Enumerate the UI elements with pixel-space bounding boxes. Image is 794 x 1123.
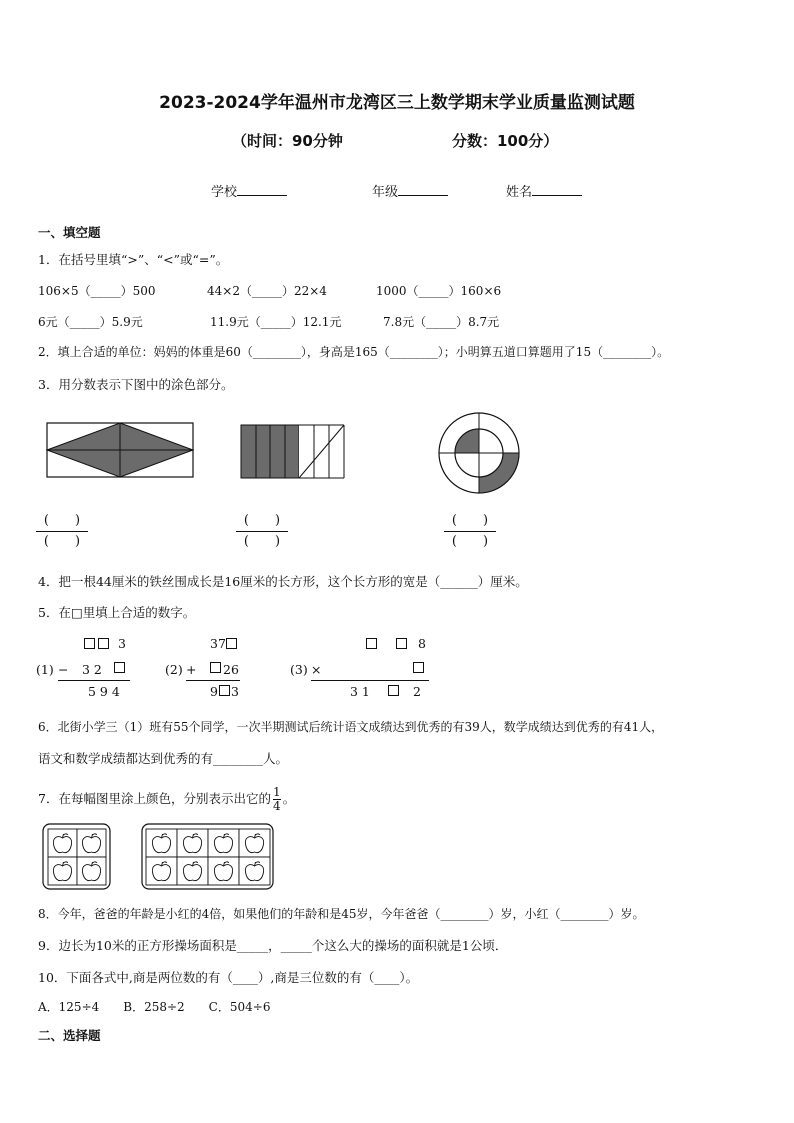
fraction-numerator-blank[interactable]: ( )	[243, 513, 281, 528]
q1-item[interactable]: 1000（_____）160×6	[376, 284, 502, 298]
digit-box[interactable]	[219, 685, 230, 696]
problem-label: (3)	[290, 662, 308, 677]
section-fill-blank: 一、填空题	[38, 225, 101, 240]
apple-cell[interactable]	[77, 829, 106, 857]
exam-score: 分数：100分）	[452, 132, 559, 150]
apple-cell[interactable]	[239, 829, 270, 857]
apple-icon	[53, 837, 71, 853]
grade-blank[interactable]	[398, 181, 448, 196]
digit: 5 9 4	[88, 684, 120, 699]
name-label: 姓名	[506, 185, 533, 200]
digit: 2	[413, 684, 421, 699]
digit: 26	[223, 662, 239, 677]
apple-cell[interactable]	[48, 857, 77, 885]
fraction-denominator-blank[interactable]: ( )	[243, 534, 281, 549]
q7-stem	[38, 786, 295, 813]
q1-stem: 1．在括号里填“>”、“<”或“=”。	[38, 252, 229, 267]
digit: 3	[118, 636, 126, 651]
problem-label: (1)	[36, 662, 54, 677]
digit: 37	[210, 636, 226, 651]
apple-icon	[183, 865, 201, 881]
sum-line	[58, 680, 130, 681]
q3-stem: 3．用分数表示下图中的涂色部分。	[38, 377, 234, 392]
digit: 9	[210, 684, 218, 699]
rhombus-rectangle-figure	[46, 422, 194, 478]
fraction-numerator-blank[interactable]: ( )	[451, 513, 489, 528]
apple-cell[interactable]	[146, 829, 177, 857]
name-field[interactable]	[506, 181, 582, 200]
fraction-one-quarter	[273, 786, 281, 813]
q1-item[interactable]: 7.8元（_____）8.7元	[383, 315, 500, 329]
apple-icon	[214, 837, 232, 853]
exam-time: （时间：90分钟	[232, 132, 343, 150]
apple-box-8[interactable]	[141, 823, 275, 891]
digit: 3 2	[82, 662, 102, 677]
fraction-numerator-blank[interactable]: ( )	[43, 513, 81, 528]
digit: 8	[418, 636, 426, 651]
q6-line2[interactable]: 语文和数学成绩都达到优秀的有________人。	[38, 751, 289, 766]
section-multiple-choice: 二、选择题	[38, 1028, 101, 1043]
apple-icon	[183, 837, 201, 853]
grade-label: 年级	[372, 185, 399, 200]
q7-stem-end: 。	[282, 791, 296, 806]
fraction-denominator-blank[interactable]: ( )	[43, 534, 81, 549]
apple-icon	[214, 865, 232, 881]
digit-box[interactable]	[98, 638, 109, 649]
apple-cell[interactable]	[177, 857, 208, 885]
striped-trapezoid-figure	[240, 424, 346, 480]
apple-icon	[53, 865, 71, 881]
apple-cell[interactable]	[177, 829, 208, 857]
times-sign: ×	[311, 662, 322, 677]
digit-box[interactable]	[413, 662, 424, 673]
apple-box-4[interactable]	[42, 823, 112, 891]
q1-item[interactable]: 106×5（_____）500	[38, 284, 156, 298]
grade-field[interactable]	[372, 181, 448, 200]
digit-box[interactable]	[396, 638, 407, 649]
digit: 3 1	[350, 684, 370, 699]
school-label: 学校	[211, 185, 238, 200]
apple-icon	[152, 837, 170, 853]
digit-box[interactable]	[210, 662, 221, 673]
apple-cell[interactable]	[208, 829, 239, 857]
digit-box[interactable]	[366, 638, 377, 649]
apple-cell[interactable]	[239, 857, 270, 885]
q7-stem-text: 7．在每幅图里涂上颜色，分别表示出它的	[38, 791, 271, 806]
q8-stem[interactable]: 8．今年，爸爸的年龄是小红的4倍，如果他们的年龄和是45岁，今年爸爸（________）岁，小红（________）岁。	[38, 907, 645, 921]
fraction-numerator: 1	[272, 785, 281, 799]
page-title: 2023-2024学年温州市龙湾区三上数学期末学业质量监测试题	[159, 93, 635, 113]
school-field[interactable]	[211, 181, 287, 200]
q9-stem[interactable]: 9．边长为10米的正方形操场面积是_____，_____个这么大的操场的面积就是1公顷．	[38, 938, 508, 953]
fraction-denominator-blank[interactable]: ( )	[451, 534, 489, 549]
apple-icon	[245, 865, 263, 881]
apple-cell[interactable]	[208, 857, 239, 885]
apple-icon	[82, 865, 100, 881]
ring-circle-figure	[437, 412, 521, 494]
digit-box[interactable]	[388, 685, 399, 696]
q1-item[interactable]: 11.9元（_____）12.1元	[210, 315, 342, 329]
fraction-bar	[236, 531, 288, 532]
apple-icon	[245, 837, 263, 853]
q6-line1: 6．北街小学三（1）班有55个同学，一次半期测试后统计语文成绩达到优秀的有39人，数学成绩达到优秀的有41人，	[38, 720, 664, 734]
apple-cell[interactable]	[48, 829, 77, 857]
apple-icon	[82, 837, 100, 853]
fraction-denominator: 4	[272, 799, 281, 813]
q10-stem[interactable]: 10．下面各式中,商是两位数的有（____）,商是三位数的有（____）。	[38, 970, 419, 985]
problem-label: (2)	[165, 662, 183, 677]
q1-item[interactable]: 6元（_____）5.9元	[38, 315, 143, 329]
apple-icon	[152, 865, 170, 881]
digit-box[interactable]	[226, 638, 237, 649]
q4-stem[interactable]: 4．把一根44厘米的铁丝围成长是16厘米的长方形，这个长方形的宽是（______）厘米。	[38, 574, 528, 589]
digit-box[interactable]	[84, 638, 95, 649]
minus-sign: −	[58, 662, 69, 677]
apple-cell[interactable]	[146, 857, 177, 885]
q2-stem[interactable]: 2．填上合适的单位：妈妈的体重是60（________），身高是165（________）；小明算五道口算题用了15（________）。	[38, 345, 670, 359]
q3-answer-2[interactable]	[236, 513, 288, 550]
fraction-bar	[36, 531, 88, 532]
apple-cell[interactable]	[77, 857, 106, 885]
fraction-bar	[444, 531, 496, 532]
name-blank[interactable]	[532, 181, 582, 196]
digit: 3	[231, 684, 239, 699]
plus-sign: +	[186, 662, 197, 677]
sum-line	[186, 680, 240, 681]
product-line	[311, 680, 429, 681]
school-blank[interactable]	[237, 181, 287, 196]
digit-box[interactable]	[114, 662, 125, 673]
q5-stem: 5．在□里填上合适的数字。	[38, 605, 196, 620]
q10-options[interactable]: A．125÷4 B．258÷2 C．504÷6	[38, 1000, 271, 1014]
q1-item[interactable]: 44×2（_____）22×4	[207, 284, 327, 298]
q3-answer-1[interactable]	[36, 513, 88, 550]
q3-answer-3[interactable]	[444, 513, 496, 550]
